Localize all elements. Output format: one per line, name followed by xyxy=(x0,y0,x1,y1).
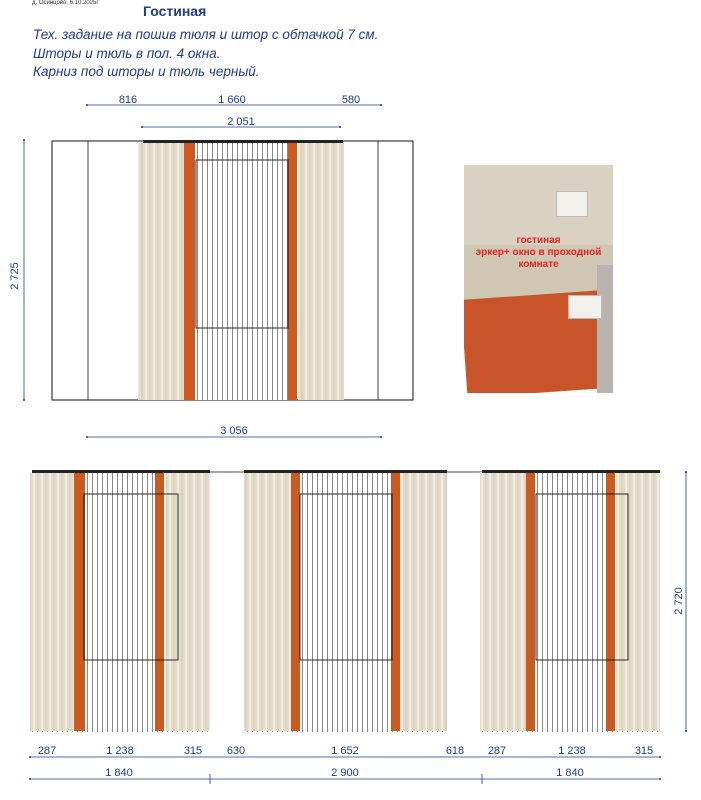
dim-bay-2900: 2 900 xyxy=(331,767,359,779)
dim-bay-315-a: 315 xyxy=(183,745,203,757)
dim-bay-618: 618 xyxy=(445,745,465,757)
dim-height-2725: 2 725 xyxy=(9,262,21,290)
caption-line-1: гостиная xyxy=(516,235,561,246)
fabric-photo-caption xyxy=(464,235,613,271)
dim-width-3056: 3 056 xyxy=(220,425,248,437)
dim-bay-1840-b: 1 840 xyxy=(556,767,584,779)
bay-window-right xyxy=(480,470,660,732)
spec-line-1: Тех. задание на пошив тюля и штор с обтачкой 7 см. xyxy=(33,27,379,42)
page-title: Гостиная xyxy=(143,3,207,19)
dim-left-816: 816 xyxy=(118,94,138,106)
location-date: д. Осинцово, 6.10.2025г xyxy=(32,0,99,6)
dim-bay-height-2720: 2 720 xyxy=(673,587,685,615)
caption-line-2: эркер+ окно в проходной xyxy=(475,247,602,258)
bay-window-left xyxy=(30,470,210,732)
dim-bay-1840-a: 1 840 xyxy=(105,767,133,779)
fabric-label-tag xyxy=(568,295,602,319)
dim-right-580: 580 xyxy=(341,94,361,106)
fabric-sample-photo xyxy=(464,165,613,393)
dim-bay-287-b: 287 xyxy=(487,745,507,757)
dim-bay-630: 630 xyxy=(226,745,246,757)
caption-line-3: комнате xyxy=(518,259,559,270)
dim-bay-1238-a: 1 238 xyxy=(106,745,134,757)
dim-center-1660: 1 660 xyxy=(218,94,246,106)
dim-bay-287-a: 287 xyxy=(37,745,57,757)
fabric-label-tag xyxy=(556,191,588,217)
dim-bay-1238-b: 1 238 xyxy=(558,745,586,757)
bay-window-center xyxy=(210,470,482,732)
dim-bay-315-b: 315 xyxy=(634,745,654,757)
spec-line-2: Шторы и тюль в пол. 4 окна. xyxy=(33,46,221,61)
dim-bay-1652: 1 652 xyxy=(331,745,359,757)
dim-cornice-2051: 2 051 xyxy=(227,116,255,128)
top-window xyxy=(52,140,413,400)
spec-line-3: Карниз под шторы и тюль черный. xyxy=(33,64,260,79)
